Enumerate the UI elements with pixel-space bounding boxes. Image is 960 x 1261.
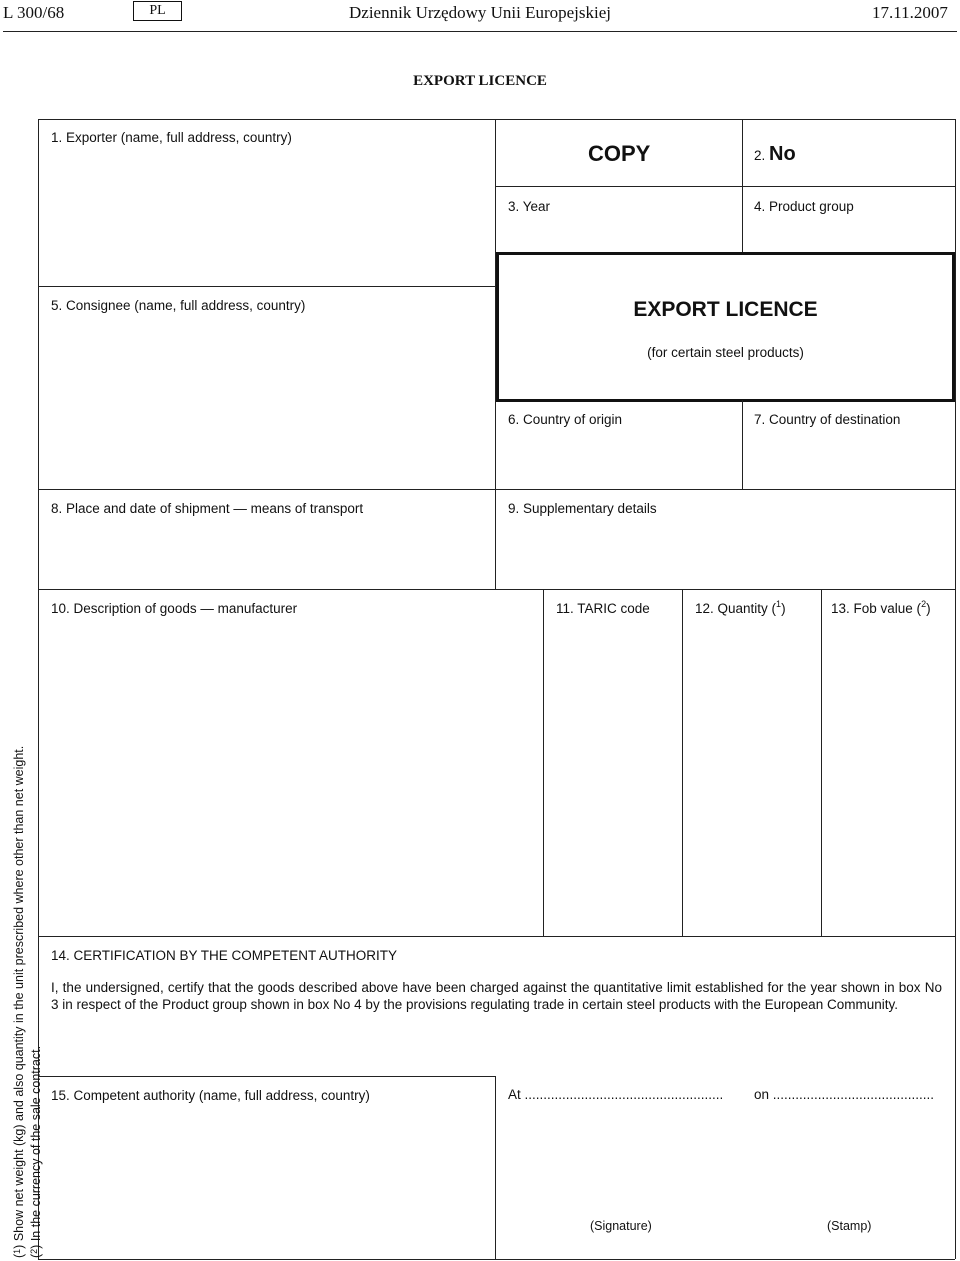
box2-number: 2. bbox=[754, 148, 766, 163]
box6-country-origin-label: 6. Country of origin bbox=[508, 412, 623, 427]
licence-subtitle: (for certain steel products) bbox=[647, 345, 804, 360]
box2-number-label bbox=[754, 143, 796, 166]
publication-date: 17.11.2007 bbox=[872, 3, 948, 22]
box14-certification-title: 14. CERTIFICATION BY THE COMPETENT AUTHORITY bbox=[51, 948, 398, 963]
box5-consignee-label: 5. Consignee (name, full address, country) bbox=[51, 298, 306, 313]
document-title: EXPORT LICENCE bbox=[413, 73, 547, 89]
page-reference: L 300/68 bbox=[3, 3, 65, 22]
box12-quantity-label: 12. Quantity ($^1$) bbox=[695, 599, 786, 616]
box4-product-group-label: 4. Product group bbox=[754, 199, 854, 214]
at-place-field: At ..................................................... bbox=[508, 1087, 724, 1102]
box13-fob-label: 13. Fob value ($^2$) bbox=[831, 599, 931, 616]
journal-title: Dziennik Urzędowy Unii Europejskiej bbox=[349, 3, 612, 22]
box2-no-label: No bbox=[769, 143, 796, 165]
copy-label: COPY bbox=[588, 141, 651, 166]
box3-year-label: 3. Year bbox=[508, 199, 551, 214]
language-badge: PL bbox=[133, 1, 182, 21]
box8-shipment-label: 8. Place and date of shipment — means of transport bbox=[51, 501, 364, 516]
box1-exporter-label: 1. Exporter (name, full address, country) bbox=[51, 130, 292, 145]
box9-supplementary-label: 9. Supplementary details bbox=[508, 501, 657, 516]
footnotes bbox=[11, 746, 45, 1258]
header-rule bbox=[3, 31, 957, 32]
box15-authority-label: 15. Competent authority (name, full address, country) bbox=[51, 1088, 370, 1103]
signature-label: (Signature) bbox=[590, 1219, 652, 1233]
box7-country-destination-label: 7. Country of destination bbox=[754, 412, 901, 427]
box14-certification-text: I, the undersigned, certify that the goods described above have been charged against the quantitative limit established for the year shown in box No 3 in respect of the Product group shown in box No 4 by the provisions regulating trade in certain steel products with the European Community. bbox=[51, 980, 942, 1012]
box11-taric-label: 11. TARIC code bbox=[556, 601, 650, 616]
footnote-2: ($^2$) In the currency of the sale contract. bbox=[29, 1045, 43, 1258]
footnote-1: ($^1$) Show net weight (kg) and also quantity in the unit prescribed where other than net weight. bbox=[12, 745, 26, 1258]
on-date-field: on ........................................... bbox=[754, 1087, 935, 1102]
box10-description-label: 10. Description of goods — manufacturer bbox=[51, 601, 298, 616]
stamp-label: (Stamp) bbox=[827, 1219, 872, 1233]
licence-title: EXPORT LICENCE bbox=[633, 298, 818, 321]
licence-title-box bbox=[496, 252, 955, 402]
